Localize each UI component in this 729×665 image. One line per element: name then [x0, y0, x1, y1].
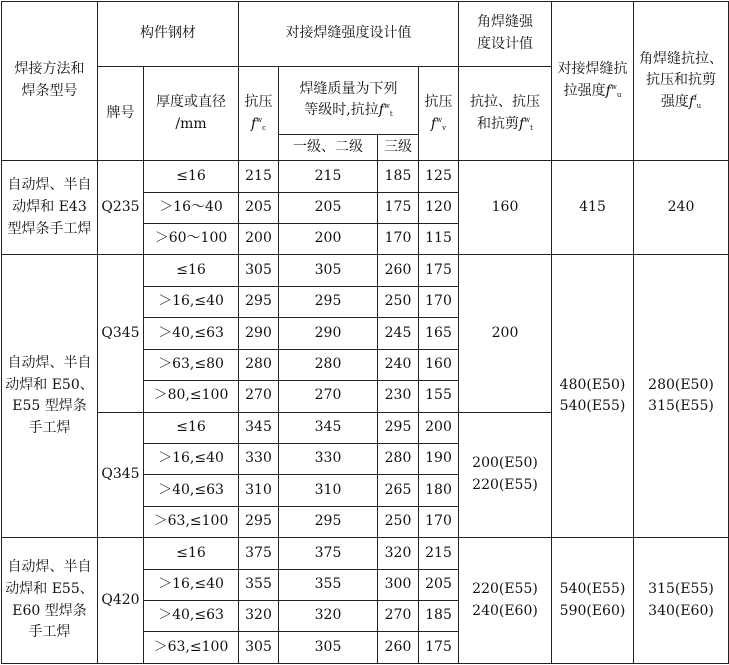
value-cell: 260 [378, 632, 419, 664]
value-cell: 260 [378, 255, 419, 286]
value-cell: 270 [279, 381, 378, 412]
value-cell: 300 [378, 569, 419, 600]
header-method: 焊接方法和 焊条型号 [2, 2, 98, 161]
value-cell: 115 [419, 223, 459, 254]
header-tension: 焊缝质量为下列 等级时,抗拉$f^w_t$ [279, 66, 419, 134]
value-cell: 215 [419, 538, 459, 569]
thickness-cell: ≤16 [144, 538, 239, 569]
thickness-cell: ＞40,≤63 [144, 475, 239, 506]
value-cell: 160 [419, 349, 459, 380]
thickness-cell: ＞40,≤63 [144, 318, 239, 349]
thickness-cell: ＞63,≤100 [144, 632, 239, 664]
value-cell: 375 [279, 538, 378, 569]
value-cell: 355 [279, 569, 378, 600]
value-cell: 170 [419, 286, 459, 317]
thickness-cell: ≤16 [144, 255, 239, 286]
value-cell: 125 [419, 161, 459, 192]
value-cell: 310 [239, 475, 279, 506]
value-cell: 280 [279, 349, 378, 380]
fillet-ult-cell: 315(E55) 340(E60) [634, 538, 729, 664]
fillet-cell: 200(E50) 220(E55) [459, 412, 552, 538]
value-cell: 310 [279, 475, 378, 506]
value-cell: 345 [279, 412, 378, 443]
value-cell: 170 [378, 223, 419, 254]
header-butt-ult: 对接焊缝抗 拉强度$f^w_u$ [552, 2, 634, 161]
value-cell: 270 [239, 381, 279, 412]
value-cell: 290 [279, 318, 378, 349]
value-cell: 215 [279, 161, 378, 192]
grade-cell: Q345 [98, 412, 144, 538]
fillet-ult-cell: 240 [634, 161, 729, 255]
thickness-cell: ＞80,≤100 [144, 381, 239, 412]
fillet-cell: 160 [459, 161, 552, 255]
value-cell: 295 [279, 286, 378, 317]
value-cell: 290 [239, 318, 279, 349]
value-cell: 165 [419, 318, 459, 349]
value-cell: 190 [419, 443, 459, 474]
thickness-cell: ≤16 [144, 412, 239, 443]
value-cell: 330 [279, 443, 378, 474]
value-cell: 330 [239, 443, 279, 474]
thickness-cell: ＞63,≤100 [144, 506, 239, 537]
header-steel: 构件钢材 [98, 2, 239, 67]
method-cell: 自动焊、半自 动焊和 E50、 E55 型焊条 手工焊 [2, 255, 98, 538]
header-fillet-design: 角焊缝强 度设计值 [459, 2, 552, 67]
value-cell: 345 [239, 412, 279, 443]
value-cell: 180 [419, 475, 459, 506]
value-cell: 185 [419, 601, 459, 632]
value-cell: 175 [419, 632, 459, 664]
value-cell: 120 [419, 192, 459, 223]
value-cell: 185 [378, 161, 419, 192]
value-cell: 215 [239, 161, 279, 192]
thickness-cell: ＞63,≤80 [144, 349, 239, 380]
header-fillet-ult: 角焊缝抗拉、 抗压和抗剪 强度$f^f_u$ [634, 2, 729, 161]
value-cell: 200 [239, 223, 279, 254]
fillet-ult-cell: 280(E50) 315(E55) [634, 255, 729, 538]
header-shear: 抗压 $f^w_v$ [419, 66, 459, 160]
value-cell: 295 [378, 412, 419, 443]
thickness-cell: ＞16,≤40 [144, 569, 239, 600]
method-cell: 自动焊、半自 动焊和 E55、 E60 型焊条 手工焊 [2, 538, 98, 664]
value-cell: 230 [378, 381, 419, 412]
butt-ult-cell: 415 [552, 161, 634, 255]
header-thickness: 厚度或直径 /mm [144, 66, 239, 160]
header-level12: 一级、二级 [279, 134, 378, 160]
value-cell: 295 [279, 506, 378, 537]
value-cell: 280 [378, 443, 419, 474]
value-cell: 280 [239, 349, 279, 380]
value-cell: 305 [279, 255, 378, 286]
header-butt: 对接焊缝强度设计值 [239, 2, 459, 67]
value-cell: 355 [239, 569, 279, 600]
header-comp: 抗压 $f^w_c$ [239, 66, 279, 160]
thickness-cell: ＞16～40 [144, 192, 239, 223]
table-row [2, 538, 729, 569]
header-grade: 牌号 [98, 66, 144, 160]
grade-cell: Q235 [98, 161, 144, 255]
value-cell: 205 [279, 192, 378, 223]
table-row [2, 161, 729, 192]
header-level3: 三级 [378, 134, 419, 160]
value-cell: 270 [378, 601, 419, 632]
grade-cell: Q420 [98, 538, 144, 664]
thickness-cell: ＞16,≤40 [144, 443, 239, 474]
thickness-cell: ＞16,≤40 [144, 286, 239, 317]
value-cell: 155 [419, 381, 459, 412]
value-cell: 205 [419, 569, 459, 600]
method-cell: 自动焊、半自 动焊和 E43 型焊条手工焊 [2, 161, 98, 255]
fillet-cell: 200 [459, 255, 552, 412]
value-cell: 295 [239, 506, 279, 537]
butt-ult-cell: 540(E55) 590(E60) [552, 538, 634, 664]
thickness-cell: ≤16 [144, 161, 239, 192]
value-cell: 265 [378, 475, 419, 506]
fillet-cell: 220(E55) 240(E60) [459, 538, 552, 664]
value-cell: 305 [239, 255, 279, 286]
value-cell: 320 [239, 601, 279, 632]
value-cell: 305 [279, 632, 378, 664]
thickness-cell: ＞60～100 [144, 223, 239, 254]
value-cell: 375 [239, 538, 279, 569]
value-cell: 200 [279, 223, 378, 254]
table-row [2, 255, 729, 286]
header-fillet-all: 抗拉、抗压 和抗剪$f^w_t$ [459, 66, 552, 160]
butt-ult-cell: 480(E50) 540(E55) [552, 255, 634, 538]
value-cell: 320 [279, 601, 378, 632]
value-cell: 245 [378, 318, 419, 349]
value-cell: 320 [378, 538, 419, 569]
value-cell: 240 [378, 349, 419, 380]
value-cell: 175 [419, 255, 459, 286]
grade-cell: Q345 [98, 255, 144, 412]
value-cell: 170 [419, 506, 459, 537]
weld-strength-table [1, 1, 729, 664]
value-cell: 250 [378, 286, 419, 317]
value-cell: 305 [239, 632, 279, 664]
value-cell: 250 [378, 506, 419, 537]
value-cell: 205 [239, 192, 279, 223]
thickness-cell: ＞40,≤63 [144, 601, 239, 632]
value-cell: 175 [378, 192, 419, 223]
value-cell: 295 [239, 286, 279, 317]
value-cell: 200 [419, 412, 459, 443]
